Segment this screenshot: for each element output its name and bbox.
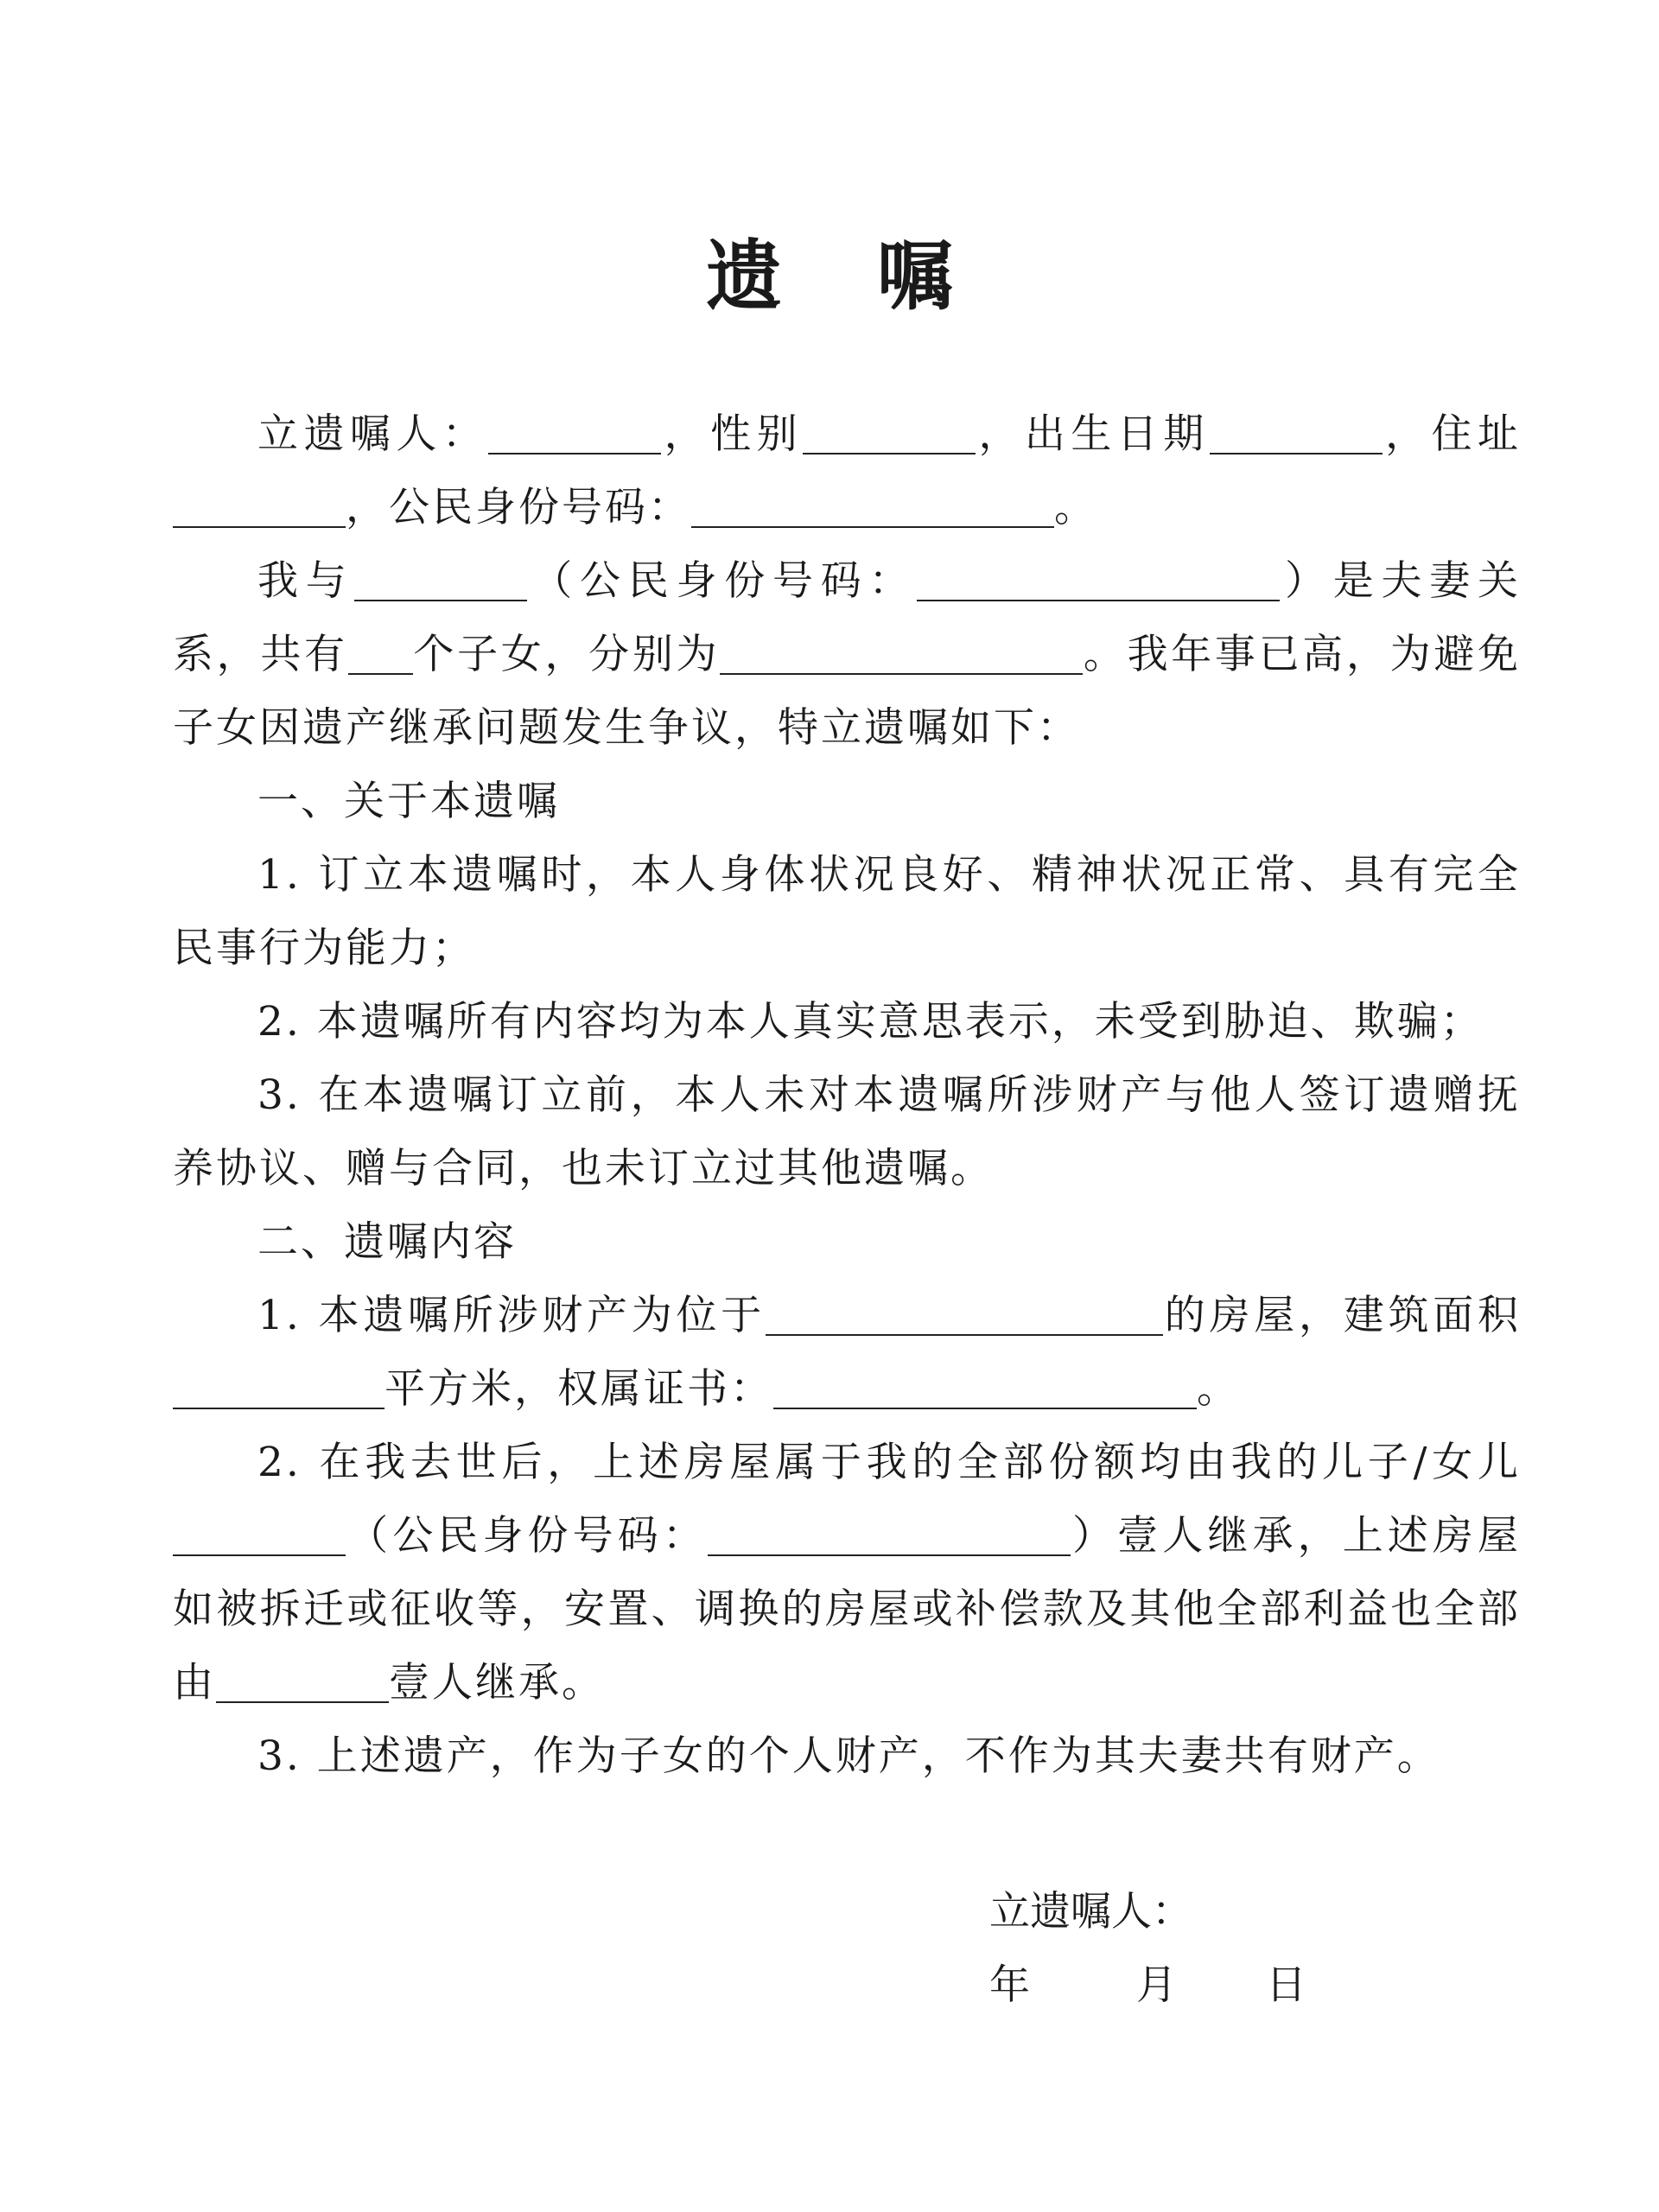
signature-label: 立遗嘱人： [989, 1888, 1192, 1936]
section-two-heading: 二、遗嘱内容 [257, 1218, 517, 1266]
section-two-item-3: 3. 上述遗产，作为子女的个人财产，不作为其夫妻共有财产。 [257, 1732, 1440, 1780]
text-property-location-label: 1. 本遗嘱所涉财产为位于 [257, 1292, 766, 1339]
section-one-heading: 一、关于本遗嘱 [257, 778, 560, 825]
text-area-label: 的房屋，建筑面积 [1163, 1292, 1521, 1339]
date-year-label: 年 [989, 1961, 1030, 2009]
section-one-item-2: 2. 本遗嘱所有内容均为本人真实意思表示，未受到胁迫、欺骗； [257, 998, 1484, 1046]
text-spouse-id-label: （公民身份号码： [526, 557, 918, 605]
text-period: 。 [1197, 1365, 1240, 1413]
document-body [173, 397, 1521, 1793]
gender-blank [803, 410, 976, 454]
testator-name-blank [488, 410, 661, 454]
date-day-label: 日 [1266, 1961, 1306, 2009]
text-heir-end: 壹人继承。 [389, 1659, 605, 1707]
testator-id-blank [691, 483, 1054, 528]
area-blank [173, 1364, 385, 1409]
signature-date [989, 1948, 1306, 2022]
birthdate-blank [1210, 410, 1382, 454]
date-month-label: 月 [1136, 1961, 1177, 2009]
text-marriage-children: ）是夫妻关系，共有 [173, 557, 1521, 678]
heir-id-blank [708, 1511, 1071, 1556]
text-birthdate-label: ，出生日期 [976, 410, 1210, 458]
text-certificate-label: 平方米，权属证书： [385, 1365, 773, 1413]
heir-name-blank [173, 1511, 346, 1556]
text-period: 。 [1054, 484, 1097, 531]
text-heir-clause: ）壹人继承，上述房屋如被拆迁或征收等，安置、调换的房屋或补偿款及其他全部利益也全部由 [173, 1512, 1522, 1707]
text-heir-id-label: （公民身份号码： [346, 1512, 708, 1560]
section-two-item-1 [173, 1279, 1521, 1426]
certificate-blank [773, 1364, 1197, 1409]
children-names-blank [720, 630, 1083, 675]
spouse-name-blank [354, 556, 527, 601]
section-one-item-1: 1. 订立本遗嘱时，本人身体状况良好、精神状况正常、具有完全民事行为能力； [173, 851, 1521, 972]
property-location-blank [766, 1291, 1163, 1336]
heir-name-blank-2 [216, 1658, 389, 1703]
address-blank [173, 483, 346, 528]
text-preamble-end: 。我年事已高，为避免子女因遗产继承问题发生争议，特立遗嘱如下： [173, 631, 1522, 752]
text-spouse-label: 我与 [257, 557, 354, 605]
spouse-id-blank [917, 556, 1280, 601]
text-heir-label: 2. 在我去世后，上述房屋属于我的全部份额均由我的儿子/女儿 [257, 1439, 1521, 1486]
signature-block [989, 1875, 1306, 2022]
section-two-item-2 [173, 1426, 1521, 1719]
spouse-children-paragraph [173, 544, 1521, 765]
testator-info-paragraph [173, 397, 1521, 544]
text-gender-label: ，性别 [661, 410, 804, 458]
section-one-item-3: 3. 在本遗嘱订立前，本人未对本遗嘱所涉财产与他人签订遗赠抚养协议、赠与合同，也未订立过其他遗嘱。 [173, 1071, 1521, 1192]
document-title: 遗嘱 [705, 232, 1048, 321]
text-id-label: ，公民身份号码： [346, 484, 691, 531]
text-children-names-label: 个子女，分别为 [412, 631, 721, 678]
children-count-blank [348, 630, 413, 675]
text-address-label: ，住址 [1382, 410, 1522, 458]
text-testator-label: 立遗嘱人： [257, 410, 489, 458]
